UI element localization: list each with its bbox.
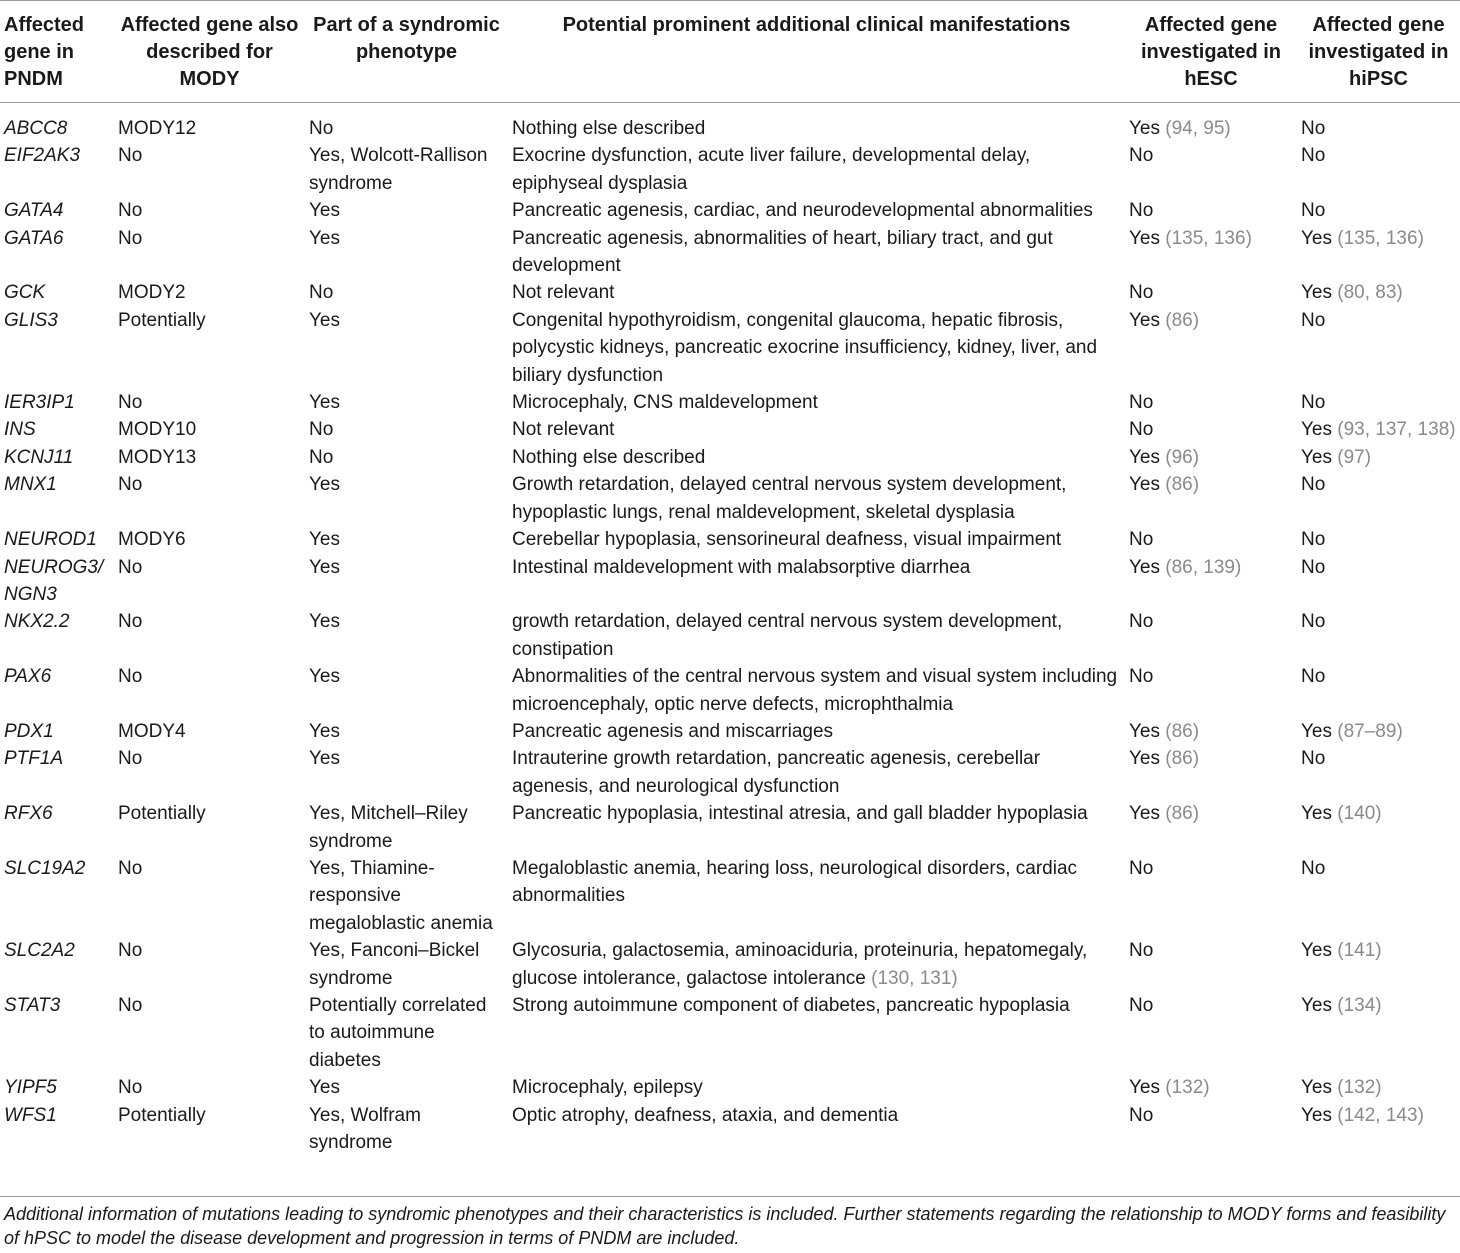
hipsc-value: No <box>1301 556 1326 578</box>
hipsc-refs: (132) <box>1337 1077 1382 1099</box>
hipsc-cell <box>1297 800 1460 855</box>
syndromic-cell: No <box>309 118 334 139</box>
header-manifestations: Potential prominent additional clinical manifestations <box>562 14 1071 36</box>
manifestations-text: Pancreatic hypoplasia, intestinal atresia, and gall bladder hypoplasia <box>512 803 1088 825</box>
header-hesc: Affected gene investigated in hESC <box>1140 14 1282 90</box>
mody-cell: No <box>118 227 143 249</box>
manifestations-cell <box>508 142 1125 197</box>
table-row <box>0 855 1460 937</box>
hipsc-cell <box>1297 526 1460 553</box>
manifestations-refs: (130, 131) <box>871 967 958 989</box>
manifestations-cell <box>508 855 1125 937</box>
table-row <box>0 1102 1460 1165</box>
hesc-value: No <box>1129 666 1154 688</box>
table-row <box>0 937 1460 992</box>
syndromic-cell: Yes, Wolfram syndrome <box>309 1104 421 1154</box>
hesc-value: No <box>1129 995 1154 1016</box>
manifestations-text: Pancreatic agenesis and miscarriages <box>512 720 834 742</box>
table-row <box>0 1074 1460 1101</box>
manifestations-cell <box>508 389 1125 416</box>
gene-cell: RFX6 <box>4 803 53 825</box>
syndromic-cell: Yes <box>309 309 340 331</box>
hesc-value: No <box>1129 419 1154 441</box>
syndromic-cell: Yes <box>309 611 340 633</box>
hipsc-cell <box>1297 416 1460 443</box>
hipsc-value: No <box>1301 309 1326 331</box>
table-row <box>0 142 1460 197</box>
syndromic-cell: Yes <box>309 529 340 551</box>
hipsc-refs: (80, 83) <box>1337 282 1403 304</box>
header-mody: Affected gene also described for MODY <box>120 14 299 90</box>
manifestations-cell <box>508 1102 1125 1165</box>
gene-cell: MNX1 <box>4 474 57 496</box>
hesc-refs: (86) <box>1165 309 1200 331</box>
manifestations-text: Abnormalities of the central nervous system and visual system including microencephaly, optic nerve defects, microphthalmia <box>512 666 1118 715</box>
hesc-refs: (94, 95) <box>1165 118 1231 139</box>
hipsc-value: Yes <box>1301 720 1332 742</box>
mody-cell: Potentially <box>118 803 206 825</box>
hesc-value: No <box>1129 145 1154 167</box>
hesc-cell <box>1125 1102 1297 1165</box>
table-row <box>0 992 1460 1074</box>
mody-cell: Potentially <box>118 1104 206 1126</box>
hipsc-cell <box>1297 307 1460 389</box>
manifestations-cell <box>508 279 1125 306</box>
hipsc-value: No <box>1301 474 1326 496</box>
manifestations-cell <box>508 103 1125 143</box>
hesc-cell <box>1125 608 1297 663</box>
hesc-cell <box>1125 554 1297 609</box>
hesc-cell <box>1125 855 1297 937</box>
mody-cell: No <box>118 666 143 688</box>
manifestations-text: Nothing else described <box>512 118 706 139</box>
mody-cell: No <box>118 556 143 578</box>
gene-cell: GLIS3 <box>4 309 58 331</box>
table-row <box>0 197 1460 224</box>
hipsc-cell <box>1297 389 1460 416</box>
table-row <box>0 718 1460 745</box>
manifestations-text: Growth retardation, delayed central nervous system development, hypoplastic lungs, renal maldevelopment, skeletal dysplasia <box>512 474 1067 523</box>
hipsc-value: Yes <box>1301 446 1332 468</box>
hipsc-cell <box>1297 142 1460 197</box>
hesc-refs: (132) <box>1165 1077 1210 1099</box>
table-footnote: Additional information of mutations leading to syndromic phenotypes and their characteristics is included. Further statements regarding the relationship to MODY forms and feasibility of hPSC to model the disease development and progression in terms of PNDM are included. <box>4 1204 1446 1248</box>
hipsc-value: Yes <box>1301 1104 1332 1126</box>
gene-cell: KCNJ11 <box>4 446 74 468</box>
hipsc-value: No <box>1301 666 1326 688</box>
hesc-value: Yes <box>1129 556 1160 578</box>
syndromic-cell: Yes <box>309 227 340 249</box>
hipsc-cell <box>1297 745 1460 800</box>
gene-cell: NKX2.2 <box>4 611 70 633</box>
gene-cell: SLC19A2 <box>4 857 86 879</box>
hipsc-cell <box>1297 718 1460 745</box>
gene-cell: PDX1 <box>4 720 54 742</box>
manifestations-cell <box>508 800 1125 855</box>
hipsc-value: Yes <box>1301 282 1332 304</box>
gene-cell: WFS1 <box>4 1104 57 1126</box>
hipsc-cell <box>1297 1074 1460 1101</box>
gene-cell: YIPF5 <box>4 1077 57 1099</box>
manifestations-text: Cerebellar hypoplasia, sensorineural deafness, visual impairment <box>512 529 1062 551</box>
hipsc-cell <box>1297 855 1460 937</box>
hesc-refs: (96) <box>1165 446 1200 468</box>
hesc-value: Yes <box>1129 720 1160 742</box>
syndromic-cell: Yes <box>309 474 340 496</box>
hesc-cell <box>1125 526 1297 553</box>
hesc-refs: (86) <box>1165 748 1200 770</box>
hipsc-value: Yes <box>1301 1077 1332 1099</box>
table-row <box>0 800 1460 855</box>
hipsc-cell <box>1297 992 1460 1074</box>
hipsc-cell <box>1297 103 1460 143</box>
hipsc-cell <box>1297 663 1460 718</box>
hipsc-value: Yes <box>1301 803 1332 825</box>
table-row <box>0 554 1460 609</box>
manifestations-cell <box>508 307 1125 389</box>
hipsc-value: No <box>1301 611 1326 633</box>
hipsc-value: Yes <box>1301 940 1332 962</box>
hipsc-refs: (140) <box>1337 803 1382 825</box>
mody-cell: No <box>118 940 143 962</box>
syndromic-cell: No <box>309 446 334 468</box>
hipsc-refs: (97) <box>1337 446 1372 468</box>
table-body <box>0 103 1460 1165</box>
table-row <box>0 389 1460 416</box>
hipsc-refs: (141) <box>1337 940 1382 962</box>
table-header <box>0 1 1460 103</box>
hesc-value: No <box>1129 940 1154 962</box>
hipsc-cell <box>1297 225 1460 280</box>
hipsc-value: No <box>1301 200 1326 222</box>
hesc-value: No <box>1129 857 1154 879</box>
mody-cell: MODY13 <box>118 446 197 468</box>
hesc-refs: (86) <box>1165 474 1200 496</box>
syndromic-cell: Yes, Thiamine-responsive megaloblastic anemia <box>309 857 493 934</box>
mody-cell: MODY6 <box>118 529 186 551</box>
mody-cell: No <box>118 392 143 414</box>
gene-cell: GATA6 <box>4 227 64 249</box>
header-row <box>0 1 1460 103</box>
gene-cell: EIF2AK3 <box>4 145 81 167</box>
gene-cell: IER3IP1 <box>4 392 75 414</box>
hipsc-value: No <box>1301 118 1326 139</box>
syndromic-cell: Yes <box>309 666 340 688</box>
hipsc-refs: (135, 136) <box>1337 227 1424 249</box>
hesc-cell <box>1125 992 1297 1074</box>
footnote-divider <box>0 1196 1460 1197</box>
hesc-cell <box>1125 307 1297 389</box>
hipsc-cell <box>1297 1102 1460 1165</box>
manifestations-text: Intestinal maldevelopment with malabsorptive diarrhea <box>512 556 971 578</box>
mody-cell: MODY12 <box>118 118 197 139</box>
table-row <box>0 225 1460 280</box>
manifestations-cell <box>508 745 1125 800</box>
hipsc-refs: (93, 137, 138) <box>1337 419 1456 441</box>
mody-cell: Potentially <box>118 309 206 331</box>
manifestations-cell <box>508 554 1125 609</box>
manifestations-text: Optic atrophy, deafness, ataxia, and dementia <box>512 1104 899 1126</box>
mody-cell: No <box>118 857 143 879</box>
manifestations-text: Megaloblastic anemia, hearing loss, neurological disorders, cardiac abnormalities <box>512 857 1078 907</box>
hipsc-value: No <box>1301 392 1326 414</box>
hesc-refs: (86) <box>1165 803 1200 825</box>
manifestations-text: Microcephaly, epilepsy <box>512 1077 703 1099</box>
hipsc-value: Yes <box>1301 227 1332 249</box>
hipsc-value: No <box>1301 857 1326 879</box>
manifestations-text: Microcephaly, CNS maldevelopment <box>512 392 818 414</box>
manifestations-text: Strong autoimmune component of diabetes, pancreatic hypoplasia <box>512 995 1070 1016</box>
manifestations-text: Pancreatic agenesis, cardiac, and neurodevelopmental abnormalities <box>512 200 1093 222</box>
hesc-value: Yes <box>1129 446 1160 468</box>
gene-cell: GATA4 <box>4 200 64 222</box>
header-syndromic: Part of a syndromic phenotype <box>313 14 500 63</box>
gene-cell: PTF1A <box>4 748 64 770</box>
hesc-refs: (135, 136) <box>1165 227 1252 249</box>
manifestations-cell <box>508 471 1125 526</box>
hesc-refs: (86, 139) <box>1165 556 1242 578</box>
hipsc-cell <box>1297 444 1460 471</box>
manifestations-cell <box>508 937 1125 992</box>
hesc-cell <box>1125 663 1297 718</box>
hesc-cell <box>1125 103 1297 143</box>
mody-cell: No <box>118 611 143 633</box>
hipsc-value: No <box>1301 529 1326 551</box>
hesc-value: No <box>1129 282 1154 304</box>
manifestations-text: Nothing else described <box>512 446 706 468</box>
table-row <box>0 444 1460 471</box>
manifestations-cell <box>508 608 1125 663</box>
manifestations-cell <box>508 663 1125 718</box>
mody-cell: No <box>118 474 143 496</box>
hesc-cell <box>1125 471 1297 526</box>
mody-cell: No <box>118 995 143 1016</box>
hesc-value: Yes <box>1129 309 1160 331</box>
table-row <box>0 103 1460 143</box>
gene-cell: GCK <box>4 282 46 304</box>
hesc-value: No <box>1129 392 1154 414</box>
hesc-value: No <box>1129 611 1154 633</box>
hesc-cell <box>1125 937 1297 992</box>
hesc-value: No <box>1129 1104 1154 1126</box>
gene-cell: SLC2A2 <box>4 940 75 962</box>
hesc-cell <box>1125 389 1297 416</box>
hesc-value: Yes <box>1129 748 1160 770</box>
mody-cell: No <box>118 200 143 222</box>
manifestations-text: Not relevant <box>512 282 615 304</box>
manifestations-text: Congenital hypothyroidism, congenital glaucoma, hepatic fibrosis, polycystic kidneys, pancreatic exocrine insufficiency, kidney, liver, and biliary dysfunction <box>512 309 1098 386</box>
hesc-cell <box>1125 444 1297 471</box>
hipsc-cell <box>1297 554 1460 609</box>
manifestations-cell <box>508 416 1125 443</box>
hesc-cell <box>1125 225 1297 280</box>
hesc-value: Yes <box>1129 1077 1160 1099</box>
manifestations-cell <box>508 225 1125 280</box>
hipsc-value: No <box>1301 748 1326 770</box>
manifestations-text: Glycosuria, galactosemia, aminoaciduria, proteinuria, hepatomegaly, glucose intolerance, galactose intolerance <box>512 940 1088 989</box>
manifestations-text: Intrauterine growth retardation, pancreatic agenesis, cerebellar agenesis, and neurological dysfunction <box>512 748 1041 797</box>
hesc-refs: (86) <box>1165 720 1200 742</box>
syndromic-cell: Yes <box>309 200 340 222</box>
manifestations-cell <box>508 992 1125 1074</box>
table-row <box>0 471 1460 526</box>
manifestations-cell <box>508 718 1125 745</box>
hipsc-cell <box>1297 608 1460 663</box>
mody-cell: No <box>118 1077 143 1099</box>
hipsc-refs: (134) <box>1337 995 1382 1016</box>
manifestations-cell <box>508 197 1125 224</box>
mody-cell: No <box>118 145 143 167</box>
table-row <box>0 526 1460 553</box>
hesc-cell <box>1125 745 1297 800</box>
syndromic-cell: Yes, Fanconi–Bickel syndrome <box>309 940 480 989</box>
hesc-cell <box>1125 416 1297 443</box>
manifestations-cell <box>508 1074 1125 1101</box>
syndromic-cell: Potentially correlated to autoimmune diabetes <box>309 995 487 1071</box>
table-row <box>0 745 1460 800</box>
manifestations-text: Pancreatic agenesis, abnormalities of heart, biliary tract, and gut development <box>512 227 1053 277</box>
syndromic-cell: Yes <box>309 748 340 770</box>
manifestations-cell <box>508 526 1125 553</box>
hipsc-value: Yes <box>1301 995 1332 1016</box>
table-row <box>0 416 1460 443</box>
manifestations-text: Exocrine dysfunction, acute liver failure, developmental delay, epiphyseal dysplasia <box>512 145 1031 194</box>
gene-cell: INS <box>4 419 36 441</box>
hesc-value: No <box>1129 200 1154 222</box>
syndromic-cell: No <box>309 282 334 304</box>
syndromic-cell: Yes <box>309 556 340 578</box>
syndromic-cell: Yes <box>309 392 340 414</box>
hipsc-refs: (87–89) <box>1337 720 1403 742</box>
hipsc-cell <box>1297 279 1460 306</box>
mody-cell: No <box>118 748 143 770</box>
hesc-cell <box>1125 142 1297 197</box>
hipsc-value: No <box>1301 145 1326 167</box>
syndromic-cell: Yes, Mitchell–Riley syndrome <box>309 803 468 852</box>
hipsc-cell <box>1297 471 1460 526</box>
hipsc-value: Yes <box>1301 419 1332 441</box>
mody-cell: MODY2 <box>118 282 186 304</box>
gene-cell: NEUROG3/ NGN3 <box>4 556 104 605</box>
manifestations-cell <box>508 444 1125 471</box>
hesc-cell <box>1125 800 1297 855</box>
hesc-cell <box>1125 1074 1297 1101</box>
header-hipsc: Affected gene investigated in hiPSC <box>1308 14 1449 90</box>
hipsc-cell <box>1297 197 1460 224</box>
gene-cell: ABCC8 <box>4 118 68 139</box>
syndromic-cell: Yes <box>309 720 340 742</box>
gene-cell: NEUROD1 <box>4 529 97 551</box>
hesc-cell <box>1125 718 1297 745</box>
table-row <box>0 663 1460 718</box>
hipsc-cell <box>1297 937 1460 992</box>
mody-cell: MODY4 <box>118 720 186 742</box>
table-row <box>0 608 1460 663</box>
header-gene: Affected gene in PNDM <box>4 14 85 90</box>
syndromic-cell: Yes, Wolcott-Rallison syndrome <box>309 145 488 194</box>
hesc-value: Yes <box>1129 474 1160 496</box>
hesc-value: Yes <box>1129 227 1160 249</box>
hesc-cell <box>1125 279 1297 306</box>
gene-cell: STAT3 <box>4 995 61 1016</box>
hipsc-refs: (142, 143) <box>1337 1104 1424 1126</box>
syndromic-cell: Yes <box>309 1077 340 1099</box>
table-row <box>0 279 1460 306</box>
gene-cell: PAX6 <box>4 666 52 688</box>
manifestations-text: growth retardation, delayed central nervous system development, constipation <box>512 611 1063 660</box>
hesc-cell <box>1125 197 1297 224</box>
mody-cell: MODY10 <box>118 419 197 441</box>
table-row <box>0 307 1460 389</box>
manifestations-text: Not relevant <box>512 419 615 441</box>
syndromic-cell: No <box>309 419 334 441</box>
hesc-value: Yes <box>1129 118 1160 139</box>
hesc-value: Yes <box>1129 803 1160 825</box>
hesc-value: No <box>1129 529 1154 551</box>
